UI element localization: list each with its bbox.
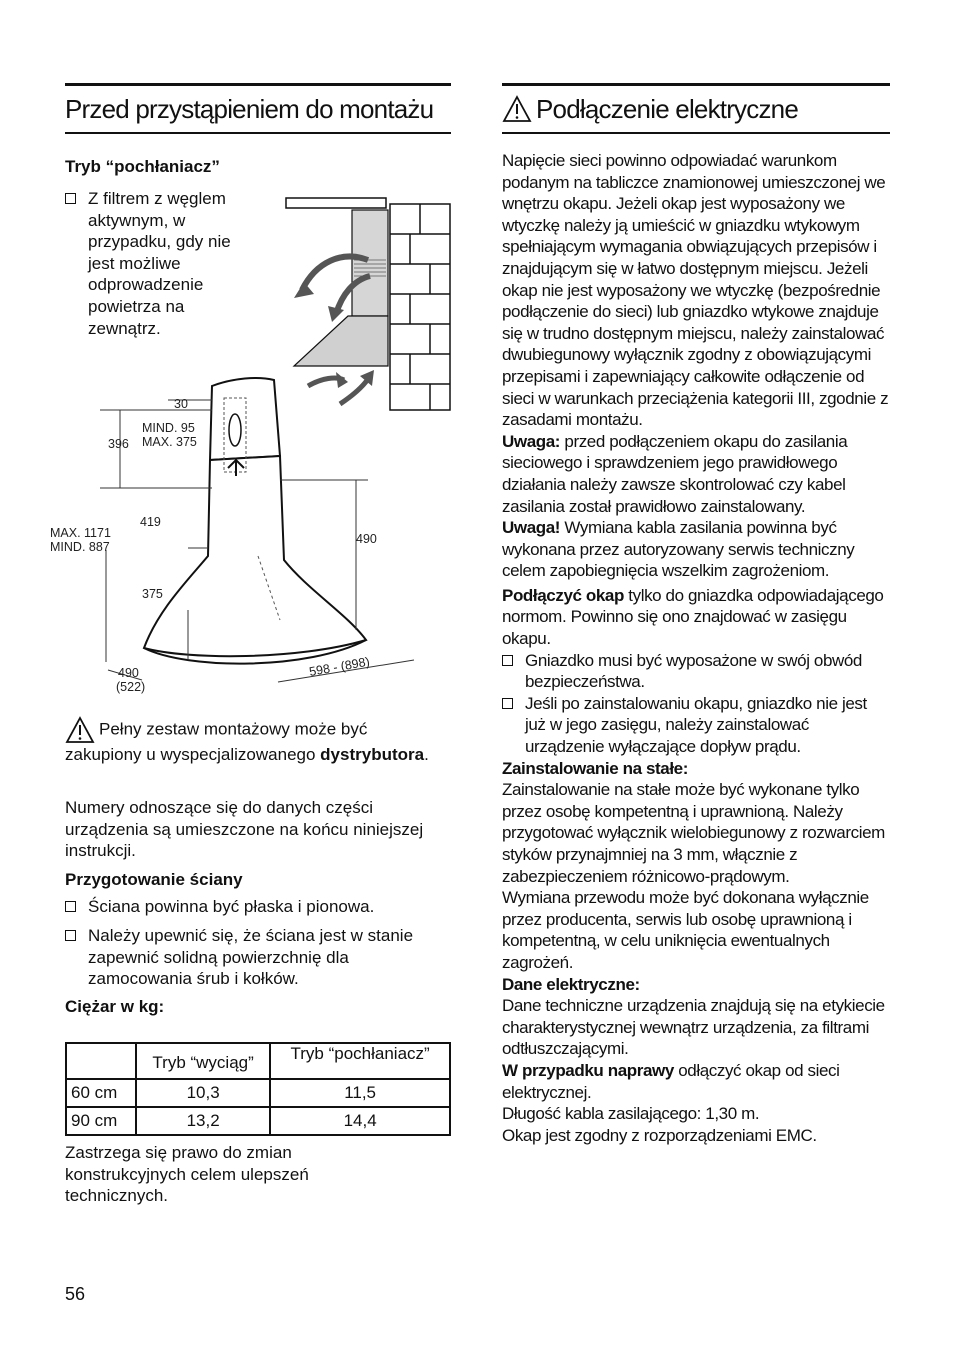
arrow-head-icon <box>294 282 314 298</box>
hood-dimension-drawing <box>48 370 440 698</box>
table-header-row: Tryb “wyciąg” Tryb “pochłaniacz” <box>66 1043 450 1079</box>
dim-396: 396 <box>108 437 129 451</box>
dim-490-bottom: 490 <box>118 666 139 680</box>
cable-length: Długość kabla zasilającego: 1,30 m. <box>502 1104 760 1124</box>
shelf-shape <box>286 198 386 208</box>
numbers-note: Numery odnoszące się do danych części urządzenia są umieszczone na końcu niniejszej instrukcji. <box>65 798 424 861</box>
kit-note: Pełny zestaw montażowy może być zakupiony u wyspecjalizowanego dystrybutora. <box>65 716 445 766</box>
dim-30: 30 <box>174 397 188 411</box>
dim-max-375: MAX. 375 <box>142 435 197 449</box>
checkbox-bullet-icon <box>65 193 76 204</box>
weight-table <box>65 1042 451 1136</box>
chimney-oval-slot <box>229 414 241 446</box>
left-column <box>65 83 451 134</box>
mode-heading: Tryb “pochłaniacz” <box>65 157 220 176</box>
checkbox-bullet-icon <box>502 698 513 709</box>
wall-heading: Przygotowanie ściany <box>65 870 243 889</box>
connect-bullet-2: Jeśli po zainstalowaniu okapu, gniazdko nie jest już w jego zasięgu, należy zainstalować urządzenie wyłączające dopływ prądu. <box>502 693 890 758</box>
arrow-head-icon <box>328 306 344 322</box>
electric-data-text: Dane techniczne urządzenia znajdują się na etykiecie charakterystycznej wewnątrz urządzenia, za filtrami odtłuszczającymi. <box>502 996 885 1059</box>
section-title-installation: Przed przystąpieniem do montażu <box>65 83 451 134</box>
hood-outline <box>144 378 366 656</box>
chimney-shape <box>352 210 388 316</box>
repair-paragraph: W przypadku naprawy odłączyć okap od sieci elektrycznej. <box>502 1060 840 1102</box>
checkbox-bullet-icon <box>502 655 513 666</box>
dim-375: 375 <box>142 587 163 601</box>
dim-598-898: 598 - (898) <box>308 654 371 679</box>
footer-note: Zastrzega się prawo do zmian konstrukcyjnych celem ulepszeń technicznych. <box>65 1143 309 1206</box>
wall-bullet-2: Należy upewnić się, że ściana jest w stanie zapewnić solidną powierzchnię dla zamocowania śrub i kołków. <box>65 925 451 990</box>
emc-statement: Okap jest zgodny z rozporządzeniami EMC. <box>502 1125 817 1145</box>
section-title-electrical: Podłączenie elektryczne <box>502 83 890 134</box>
hood-canopy-shape <box>294 316 388 366</box>
dim-490-right: 490 <box>356 532 377 546</box>
warning-icon <box>502 95 532 123</box>
dim-max-1171: MAX. 1171 <box>50 526 111 540</box>
wall-bullet-1: Ściana powinna być płaska i pionowa. <box>65 896 451 918</box>
electric-data-heading: Dane elektryczne: <box>502 974 640 994</box>
warning-icon <box>65 716 95 744</box>
right-column <box>502 83 890 134</box>
mode-bullet: Z filtrem z węglem aktywnym, w przypadku, gdy nie jest możliwe odprowadzenie powietrza na zewnątrz. <box>65 188 255 339</box>
fixed-install-heading: Zainstalowanie na stałe: <box>502 758 688 778</box>
checkbox-bullet-icon <box>65 930 76 941</box>
warning-paragraph-1: Uwaga: przed podłączeniem okapu do zasilania sieciowego i sprawdzeniem jego prawidłowego działania należy zawsze skontrolować czy kabel zasilania został prawidłowo zainstalowany. <box>502 431 848 516</box>
dim-mind-95: MIND. 95 <box>142 421 195 435</box>
dim-mind-887: MIND. 887 <box>50 540 110 554</box>
cable-replace-text: Wymiana przewodu może być dokonana wyłącznie przez producenta, serwis lub osobę uprawnioną i kompetentną, w celu uniknięcia ewentualnych zagrożeń. <box>502 888 869 972</box>
electrical-text <box>502 150 890 1146</box>
table-row: 60 cm 10,3 11,5 <box>66 1079 450 1107</box>
voltage-paragraph: Napięcie sieci powinno odpowiadać warunkom podanym na tabliczce znamionowej umieszczonej we wnętrzu okapu. Jeżeli okap jest wyposażony we wtyczkę należy ją umieścić w gniazdku wtykowym spełniającym wymagania obwiązujących przepisów i znajdującym się w łatwo dostępnym miejscu. Jeżeli okap nie jest wyposażony we wtyczkę (bezpośrednie podłączenie do sieci) lub gniazdko wtykowe znajduje się w trudno dostępnym miejscu, należy zainstalować dwubiegunowy wyłącznik zgodny z obowiązującymi przepisami i zapewniający całkowite odłączenie od sieci w warunkach przeciążenia kategorii III, zgodnie z zasadami montażu. <box>502 151 889 430</box>
table-row: 90 cm 13,2 14,4 <box>66 1107 450 1135</box>
warning-paragraph-2: Uwaga! Wymiana kabla zasilania powinna być wykonana przez autoryzowany serwis techniczny celem zapobiegnięcia wszelkim zagrożeniom. <box>502 518 855 581</box>
fixed-install-text: Zainstalowanie na stałe może być wykonane tylko przez osobę kompetentną i uprawnioną. Należy przygotować wyłącznik wielobiegunowy z rozwarciem styków przynajmniej na 3 mm, włącznie z zabezpieczeniem różnicowo-prądowym. <box>502 780 885 886</box>
connect-paragraph: Podłączyć okap tylko do gniazdka odpowiadającego normom. Powinno się ono znajdować w zasięgu okapu. <box>502 585 884 649</box>
dim-419: 419 <box>140 515 161 529</box>
dim-522: (522) <box>116 680 146 694</box>
weight-heading: Ciężar w kg: <box>65 997 165 1016</box>
checkbox-bullet-icon <box>65 901 76 912</box>
connect-bullet-1: Gniazdko musi być wyposażone w swój obwód bezpieczeństwa. <box>502 650 890 693</box>
page-number: 56 <box>65 1284 86 1304</box>
